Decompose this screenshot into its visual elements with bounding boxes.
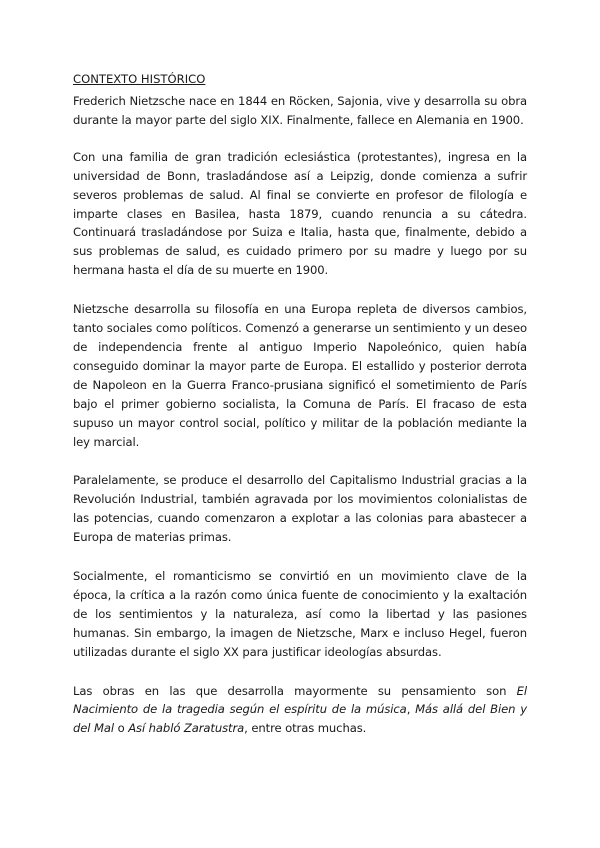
works-outro-text: , entre otras muchas. — [244, 721, 367, 736]
paragraph-biography-intro: Frederich Nietzsche nace en 1844 en Röcken, Sajonia, vive y desarrolla su obra durante la mayor parte del siglo XIX. Finalmente, fallece en Alemania en 1900. — [73, 94, 527, 127]
work-title-nacimiento: El Nacimiento de la tragedia según el espíritu de la música — [73, 683, 527, 717]
paragraph-works — [73, 682, 527, 739]
paragraph-family-career: Con una familia de gran tradición eclesiástica (protestantes), ingresa en la universidad de Bonn, trasladándose así a Leipzig, donde comienza a sufrir severos problemas de salud. Al final se convierte en profesor de filología e imparte clases en Basilea, hasta 1879, cuando renuncia a su cátedra. Continuará trasladándose por Suiza e Italia, hasta que, finalmente, debido a sus problemas de salud, es cuidado primero por su madre y luego por su hermana hasta el día de su muerte en 1900. — [73, 149, 527, 278]
work-title-zaratustra: Así habló Zaratustra — [128, 721, 245, 736]
paragraph-political-context: Nietzsche desarrolla su filosofía en una Europa repleta de diversos cambios, tanto sociales como políticos. Comenzó a generarse un sentimiento y un deseo de independencia frente al antiguo Imperio Napoleónico, quien había conseguido dominar la mayor parte de Europa. El estallido y posterior derrota de Napoleon en la Guerra Franco-prusiana significó el sometimiento de París bajo el primer gobierno socialista, la Comuna de París. El fracaso de esta supuso un mayor control social, político y militar de la población mediante la ley marcial. — [73, 302, 527, 449]
work-title-mas-alla: Más allá del Bien y del Mal — [73, 702, 528, 736]
document-page — [73, 70, 527, 758]
works-separator-1: , — [406, 702, 416, 717]
paragraph-industrial-context: Paralelamente, se produce el desarrollo del Capitalismo Industrial gracias a la Revolución Industrial, también agravada por los movimientos colonialistas de las potencias, cuando comenzaron a explotar a las colonias para abastecer a Europa de materias primas. — [73, 473, 527, 545]
paragraph-social-context: Socialmente, el romanticismo se convirtió en un movimiento clave de la época, la crítica a la razón como única fuente de conocimiento y la exaltación de los sentimientos y la naturaleza, así como la libertad y las pasiones humanas. Sin embargo, la imagen de Nietzsche, Marx e incluso Hegel, fueron utilizadas durante el siglo XX para justificar ideologías absurdas. — [73, 569, 527, 659]
works-separator-2: o — [114, 721, 129, 736]
works-intro-text: Las obras en las que desarrolla mayormente su pensamiento son — [73, 683, 517, 698]
section-heading: CONTEXTO HISTÓRICO — [73, 72, 206, 86]
